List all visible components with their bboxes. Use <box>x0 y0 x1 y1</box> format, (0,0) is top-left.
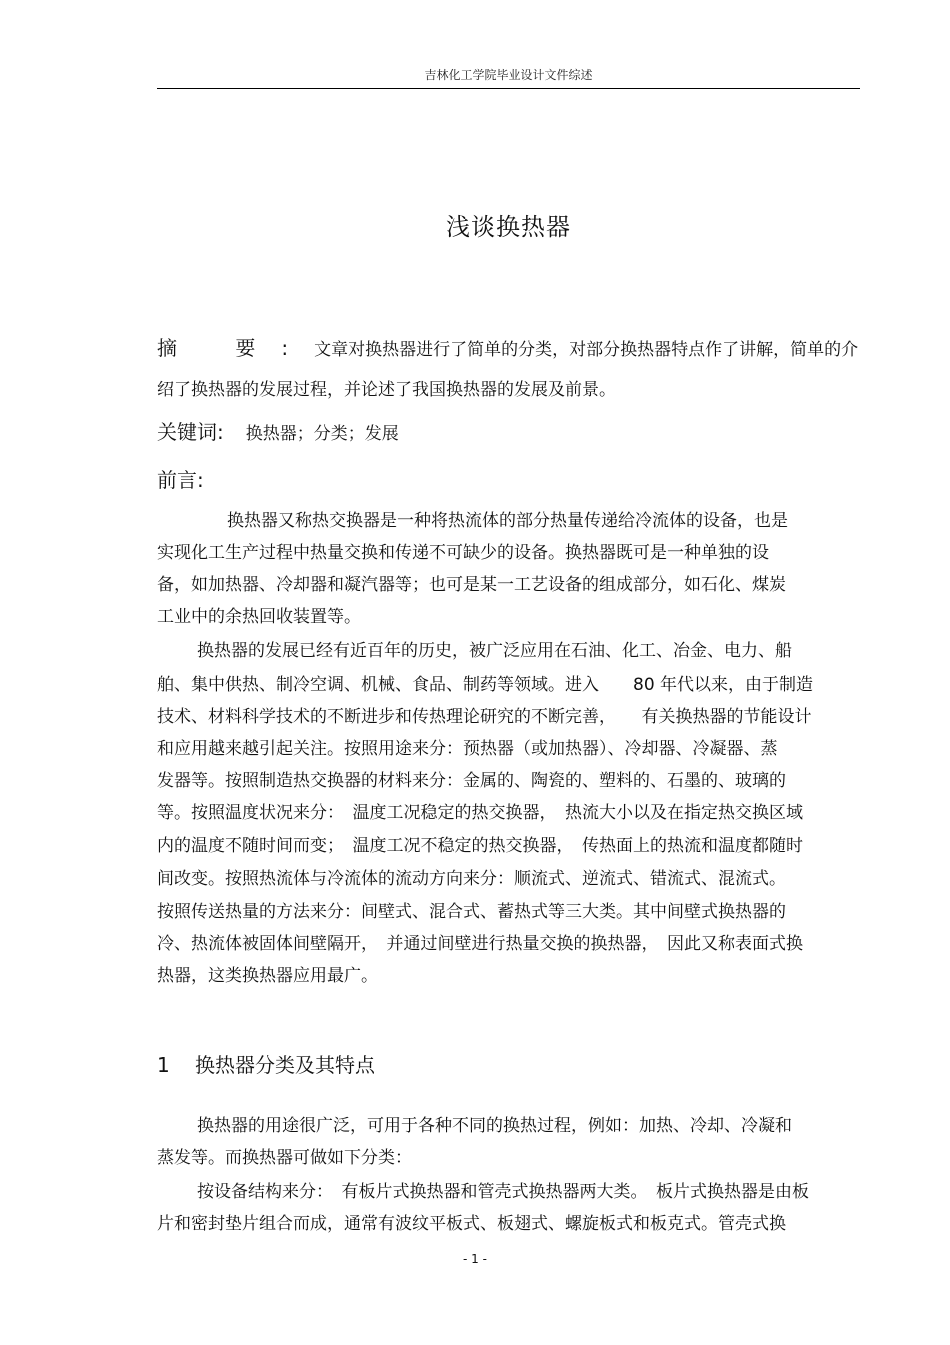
abstract-text-2: 绍了换热器的发展过程，并论述了我国换热器的发展及前景。 <box>157 380 616 400</box>
preface-line: 换热器又称热交换器是一种将热流体的部分热量传递给冷流体的设备，也是 <box>227 511 788 531</box>
section-line: 片和密封垫片组合而成，通常有波纹平板式、板翅式、螺旋板式和板克式。管壳式换 <box>157 1214 786 1234</box>
section-line: 换热器的用途很广泛，可用于各种不同的换热过程，例如：加热、冷却、冷凝和 <box>197 1116 792 1136</box>
preface-line: 内的温度不随时间而变； 温度工况不稳定的热交换器， 传热面上的热流和温度都随时 <box>157 836 803 856</box>
preface-line: 舶、集中供热、制冷空调、机械、食品、制药等领域。进入 80 年代以来，由于制造 <box>157 675 814 695</box>
preface-line: 按照传送热量的方法来分：间壁式、混合式、蓄热式等三大类。其中间壁式换热器的 <box>157 902 786 922</box>
section-line: 蒸发等。而换热器可做如下分类： <box>157 1148 412 1168</box>
abstract-line-1 <box>157 338 858 360</box>
section-title: 换热器分类及其特点 <box>195 1053 375 1077</box>
section-number: 1 <box>157 1053 170 1077</box>
preface-line: 等。按照温度状况来分： 温度工况稳定的热交换器， 热流大小以及在指定热交换区域 <box>157 803 803 823</box>
keywords-text: 换热器；分类；发展 <box>245 424 399 444</box>
section-line: 按设备结构来分： 有板片式换热器和管壳式换热器两大类。 板片式换热器是由板 <box>197 1182 809 1202</box>
preface-line: 技术、材料科学技术的不断进步和传热理论研究的不断完善， 有关换热器的节能设计 <box>157 707 812 727</box>
page-number: - 1 - <box>463 1252 487 1266</box>
preface-line: 实现化工生产过程中热量交换和传递不可缺少的设备。换热器既可是一种单独的设 <box>157 543 769 563</box>
running-header: 吉林化工学院毕业设计文件综述 <box>424 68 593 82</box>
preface-label: 前言: <box>157 468 204 492</box>
section-heading <box>157 1055 375 1075</box>
document-title: 浅谈换热器 <box>446 213 571 241</box>
header-rule <box>157 88 860 89</box>
preface-line: 间改变。按照热流体与冷流体的流动方向来分：顺流式、逆流式、错流式、混流式。 <box>157 869 786 889</box>
preface-line: 备，如加热器、冷却器和凝汽器等；也可是某一工艺设备的组成部分，如石化、煤炭 <box>157 575 786 595</box>
preface-line: 热器，这类换热器应用最广。 <box>157 966 378 986</box>
preface-line: 工业中的余热回收装置等。 <box>157 607 361 627</box>
preface-line: 冷、热流体被固体间壁隔开， 并通过间壁进行热量交换的换热器， 因此又称表面式换 <box>157 934 803 954</box>
preface-line: 换热器的发展已经有近百年的历史，被广泛应用在石油、化工、冶金、电力、船 <box>197 641 792 661</box>
keywords-line <box>157 422 399 444</box>
abstract-label: 摘 要: <box>157 336 315 360</box>
preface-line: 和应用越来越引起关注。按照用途来分：预热器（或加热器）、冷却器、冷凝器、蒸 <box>157 739 778 759</box>
abstract-text-1: 文章对换热器进行了简单的分类，对部分换热器特点作了讲解，简单的介 <box>314 340 859 360</box>
keywords-label: 关键词: <box>157 420 224 444</box>
preface-line: 发器等。按照制造热交换器的材料来分：金属的、陶瓷的、塑料的、石墨的、玻璃的 <box>157 771 786 791</box>
